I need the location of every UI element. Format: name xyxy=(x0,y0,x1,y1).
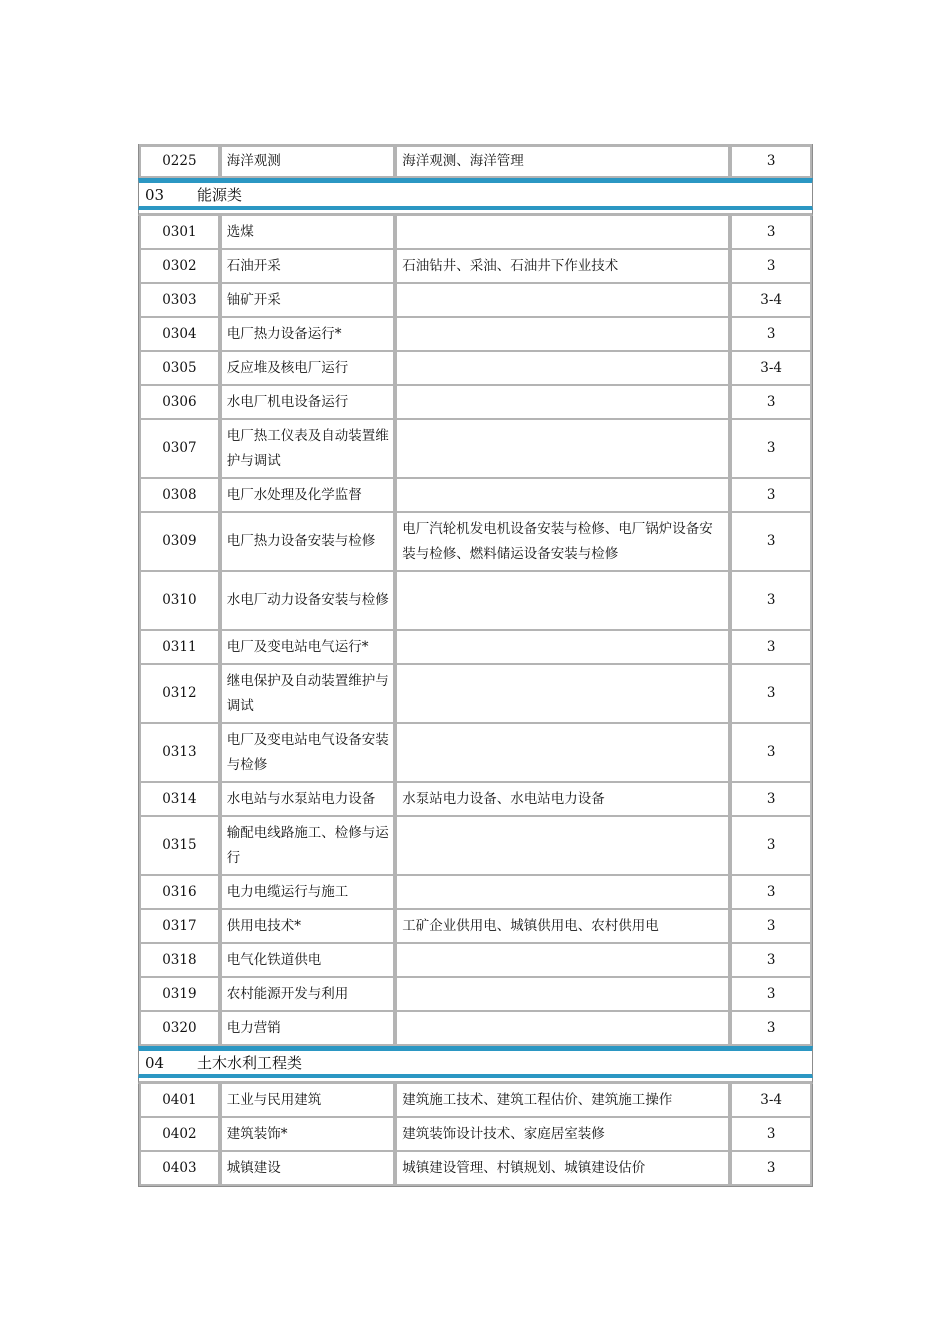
specialty-code: 0310 xyxy=(162,592,197,608)
specialty-name: 水电站与水泵站电力设备 xyxy=(226,790,376,807)
specialty-name: 农村能源开发与利用 xyxy=(226,985,349,1002)
specialty-code: 0313 xyxy=(162,744,197,760)
specialty-name: 电力电缆运行与施工 xyxy=(226,883,349,900)
specialty-name-cell xyxy=(220,1118,395,1152)
table-row xyxy=(138,783,813,817)
specialty-directions-cell xyxy=(395,144,730,178)
study-years: 3 xyxy=(766,1159,776,1176)
specialty-name-cell xyxy=(220,513,395,572)
study-years-cell xyxy=(730,665,812,724)
study-years-cell xyxy=(730,1118,812,1152)
specialty-code-cell xyxy=(139,1118,220,1152)
study-years: 3 xyxy=(766,257,776,274)
specialty-name-cell xyxy=(220,386,395,420)
study-years-cell xyxy=(730,876,812,910)
specialty-name-cell xyxy=(220,284,395,318)
table-row xyxy=(138,1012,813,1046)
specialty-directions-cell xyxy=(395,1084,730,1118)
table-row xyxy=(138,318,813,352)
specialty-name: 电厂及变电站电气设备安装与检修 xyxy=(226,731,389,773)
specialty-directions-cell xyxy=(395,216,730,250)
study-years: 3 xyxy=(766,790,776,807)
study-years-cell xyxy=(730,817,812,876)
specialty-code-cell xyxy=(139,1084,220,1118)
specialty-name: 反应堆及核电厂运行 xyxy=(226,359,349,376)
study-years-cell xyxy=(730,631,812,665)
specialty-directions-cell xyxy=(395,513,730,572)
specialty-name: 输配电线路施工、检修与运行 xyxy=(226,824,389,866)
specialty-name-cell xyxy=(220,479,395,513)
study-years-cell xyxy=(730,386,812,420)
specialty-name-cell xyxy=(220,352,395,386)
table-row xyxy=(138,352,813,386)
specialty-code-cell xyxy=(139,352,220,386)
table-row xyxy=(138,724,813,783)
study-years-cell xyxy=(730,944,812,978)
specialty-name-cell xyxy=(220,817,395,876)
table-row xyxy=(138,420,813,479)
specialty-name: 供用电技术* xyxy=(226,917,302,934)
specialty-directions-cell xyxy=(395,318,730,352)
category-header xyxy=(138,1046,813,1078)
study-years: 3-4 xyxy=(760,359,782,376)
table-row xyxy=(138,631,813,665)
study-years: 3 xyxy=(766,685,776,701)
specialty-code: 0315 xyxy=(162,837,197,853)
specialty-name: 建筑装饰* xyxy=(226,1125,288,1142)
specialty-name-cell xyxy=(220,783,395,817)
study-years-cell xyxy=(730,1152,812,1186)
table-row xyxy=(138,250,813,284)
specialty-code: 0314 xyxy=(162,790,197,807)
specialty-code: 0306 xyxy=(162,393,197,410)
study-years: 3 xyxy=(766,1019,776,1036)
specialty-code: 0307 xyxy=(162,440,197,456)
specialty-directions-cell xyxy=(395,1118,730,1152)
specialty-directions-cell xyxy=(395,978,730,1012)
study-years-cell xyxy=(730,479,812,513)
specialty-code-cell xyxy=(139,479,220,513)
specialty-directions: 城镇建设管理、村镇规划、城镇建设估价 xyxy=(402,1159,646,1176)
specialty-code-cell xyxy=(139,250,220,284)
table-row xyxy=(138,513,813,572)
specialty-code: 0317 xyxy=(162,917,197,934)
specialty-directions: 海洋观测、海洋管理 xyxy=(402,153,524,169)
specialty-name: 选煤 xyxy=(226,223,254,240)
specialty-code-cell xyxy=(139,386,220,420)
specialty-name: 水电厂动力设备安装与检修 xyxy=(226,592,389,608)
specialty-directions: 建筑施工技术、建筑工程估价、建筑施工操作 xyxy=(402,1091,673,1108)
study-years-cell xyxy=(730,572,812,631)
study-years: 3 xyxy=(766,325,776,342)
specialty-directions-cell xyxy=(395,783,730,817)
specialty-directions: 石油钻井、采油、石油井下作业技术 xyxy=(402,257,619,274)
specialty-name-cell xyxy=(220,1152,395,1186)
specialty-directions-cell xyxy=(395,724,730,783)
specialty-code: 0311 xyxy=(162,638,197,655)
study-years: 3 xyxy=(766,223,776,240)
table-row xyxy=(138,216,813,250)
study-years-cell xyxy=(730,318,812,352)
specialty-code-cell xyxy=(139,876,220,910)
specialty-name: 继电保护及自动装置维护与调试 xyxy=(226,672,389,714)
specialty-name: 铀矿开采 xyxy=(226,291,281,308)
study-years-cell xyxy=(730,216,812,250)
specialty-name: 电厂热工仪表及自动装置维护与调试 xyxy=(226,427,389,469)
specialty-name-cell xyxy=(220,216,395,250)
study-years-cell xyxy=(730,783,812,817)
specialty-code-cell xyxy=(139,910,220,944)
study-years-cell xyxy=(730,513,812,572)
specialty-directions-cell xyxy=(395,876,730,910)
study-years: 3 xyxy=(766,951,776,968)
study-years: 3 xyxy=(766,393,776,410)
specialty-code: 0308 xyxy=(162,486,197,503)
specialty-name: 电力营销 xyxy=(226,1019,281,1036)
specialty-code-cell xyxy=(139,284,220,318)
study-years-cell xyxy=(730,284,812,318)
specialty-name: 海洋观测 xyxy=(226,153,281,169)
study-years: 3 xyxy=(766,440,776,456)
specialty-name-cell xyxy=(220,144,395,178)
specialty-name-cell xyxy=(220,876,395,910)
study-years-cell xyxy=(730,420,812,479)
specialty-name: 工业与民用建筑 xyxy=(226,1091,322,1108)
specialty-code: 0305 xyxy=(162,359,197,376)
study-years: 3 xyxy=(766,1125,776,1142)
specialty-code: 0320 xyxy=(162,1019,197,1036)
table-row xyxy=(138,665,813,724)
specialty-directions-cell xyxy=(395,250,730,284)
specialty-name-cell xyxy=(220,631,395,665)
specialty-code: 0318 xyxy=(162,951,197,968)
table-row xyxy=(138,910,813,944)
table-row xyxy=(138,876,813,910)
category-name: 能源类 xyxy=(197,186,243,204)
specialty-code: 0401 xyxy=(162,1091,197,1108)
specialty-name: 城镇建设 xyxy=(226,1159,281,1176)
category-code: 03 xyxy=(145,185,165,204)
specialty-name-cell xyxy=(220,420,395,479)
specialty-code-cell xyxy=(139,572,220,631)
table-bottom-border xyxy=(138,1186,813,1189)
specialty-code: 0316 xyxy=(162,883,197,900)
specialty-code: 0303 xyxy=(162,291,197,308)
study-years-cell xyxy=(730,250,812,284)
category-code: 04 xyxy=(145,1053,165,1072)
specialty-directions-cell xyxy=(395,1012,730,1046)
specialty-code: 0309 xyxy=(162,533,197,549)
specialty-code-cell xyxy=(139,1012,220,1046)
table-row xyxy=(138,572,813,631)
specialty-directions-cell xyxy=(395,631,730,665)
specialty-name-cell xyxy=(220,978,395,1012)
specialty-code-cell xyxy=(139,631,220,665)
study-years: 3 xyxy=(766,533,776,549)
specialty-code: 0312 xyxy=(162,685,197,701)
specialty-name: 电厂水处理及化学监督 xyxy=(226,486,362,503)
study-years-cell xyxy=(730,724,812,783)
study-years-cell xyxy=(730,1012,812,1046)
specialty-directions-cell xyxy=(395,817,730,876)
specialty-directions-cell xyxy=(395,284,730,318)
study-years: 3 xyxy=(766,883,776,900)
specialty-name: 水电厂机电设备运行 xyxy=(226,393,349,410)
specialty-code: 0319 xyxy=(162,985,197,1002)
specialty-code-cell xyxy=(139,724,220,783)
specialty-code-cell xyxy=(139,513,220,572)
category-name: 土木水利工程类 xyxy=(197,1054,303,1072)
specialty-name: 电厂热力设备运行* xyxy=(226,325,342,342)
table-row xyxy=(138,1152,813,1186)
table-row xyxy=(138,386,813,420)
study-years-cell xyxy=(730,144,812,178)
specialty-name-cell xyxy=(220,910,395,944)
specialty-name: 电厂热力设备安装与检修 xyxy=(226,533,376,549)
specialty-directions-cell xyxy=(395,386,730,420)
study-years: 3 xyxy=(766,592,776,608)
study-years: 3 xyxy=(766,744,776,760)
specialty-code: 0304 xyxy=(162,325,197,342)
specialty-code-cell xyxy=(139,420,220,479)
specialty-directions-cell xyxy=(395,479,730,513)
specialty-code: 0403 xyxy=(162,1159,197,1176)
table-row xyxy=(138,944,813,978)
specialty-name: 石油开采 xyxy=(226,257,281,274)
study-years: 3 xyxy=(766,917,776,934)
specialty-name-cell xyxy=(220,1012,395,1046)
specialty-code-cell xyxy=(139,144,220,178)
study-years-cell xyxy=(730,910,812,944)
specialty-code-cell xyxy=(139,1152,220,1186)
specialty-code: 0301 xyxy=(162,223,197,240)
specialty-directions: 电厂汽轮机发电机设备安装与检修、电厂锅炉设备安装与检修、燃料储运设备安装与检修 xyxy=(402,520,713,562)
specialty-name-cell xyxy=(220,1084,395,1118)
table-row xyxy=(138,1084,813,1118)
study-years: 3 xyxy=(766,153,776,169)
specialty-directions-cell xyxy=(395,420,730,479)
study-years: 3-4 xyxy=(760,1091,782,1108)
specialty-name: 电厂及变电站电气运行* xyxy=(226,638,369,655)
specialty-code-cell xyxy=(139,783,220,817)
specialty-directions: 水泵站电力设备、水电站电力设备 xyxy=(402,790,605,807)
table-row xyxy=(138,144,813,178)
study-years: 3 xyxy=(766,638,776,655)
specialty-directions-cell xyxy=(395,665,730,724)
specialty-code: 0225 xyxy=(162,153,197,169)
specialty-name-cell xyxy=(220,944,395,978)
specialty-name-cell xyxy=(220,250,395,284)
specialty-name-cell xyxy=(220,665,395,724)
specialty-name-cell xyxy=(220,724,395,783)
specialty-code-cell xyxy=(139,318,220,352)
specialty-code-cell xyxy=(139,978,220,1012)
study-years: 3 xyxy=(766,486,776,503)
study-years-cell xyxy=(730,352,812,386)
table-row xyxy=(138,284,813,318)
study-years: 3 xyxy=(766,837,776,853)
specialty-code-cell xyxy=(139,665,220,724)
table-row xyxy=(138,1118,813,1152)
specialty-directions-cell xyxy=(395,352,730,386)
specialty-code: 0302 xyxy=(162,257,197,274)
specialty-code: 0402 xyxy=(162,1125,197,1142)
study-years-cell xyxy=(730,1084,812,1118)
study-years-cell xyxy=(730,978,812,1012)
table-row xyxy=(138,479,813,513)
study-years: 3 xyxy=(766,985,776,1002)
specialty-name: 电气化铁道供电 xyxy=(226,951,322,968)
study-years: 3-4 xyxy=(760,291,782,308)
specialty-directions: 建筑装饰设计技术、家庭居室装修 xyxy=(402,1125,605,1142)
specialty-directions-cell xyxy=(395,1152,730,1186)
specialty-code-cell xyxy=(139,216,220,250)
specialty-table xyxy=(138,144,813,1189)
specialty-directions: 工矿企业供用电、城镇供用电、农村供用电 xyxy=(402,917,659,934)
specialty-name-cell xyxy=(220,572,395,631)
specialty-directions-cell xyxy=(395,572,730,631)
table-row xyxy=(138,978,813,1012)
specialty-name-cell xyxy=(220,318,395,352)
specialty-directions-cell xyxy=(395,944,730,978)
category-header xyxy=(138,178,813,210)
specialty-code-cell xyxy=(139,817,220,876)
table-row xyxy=(138,817,813,876)
specialty-code-cell xyxy=(139,944,220,978)
specialty-directions-cell xyxy=(395,910,730,944)
